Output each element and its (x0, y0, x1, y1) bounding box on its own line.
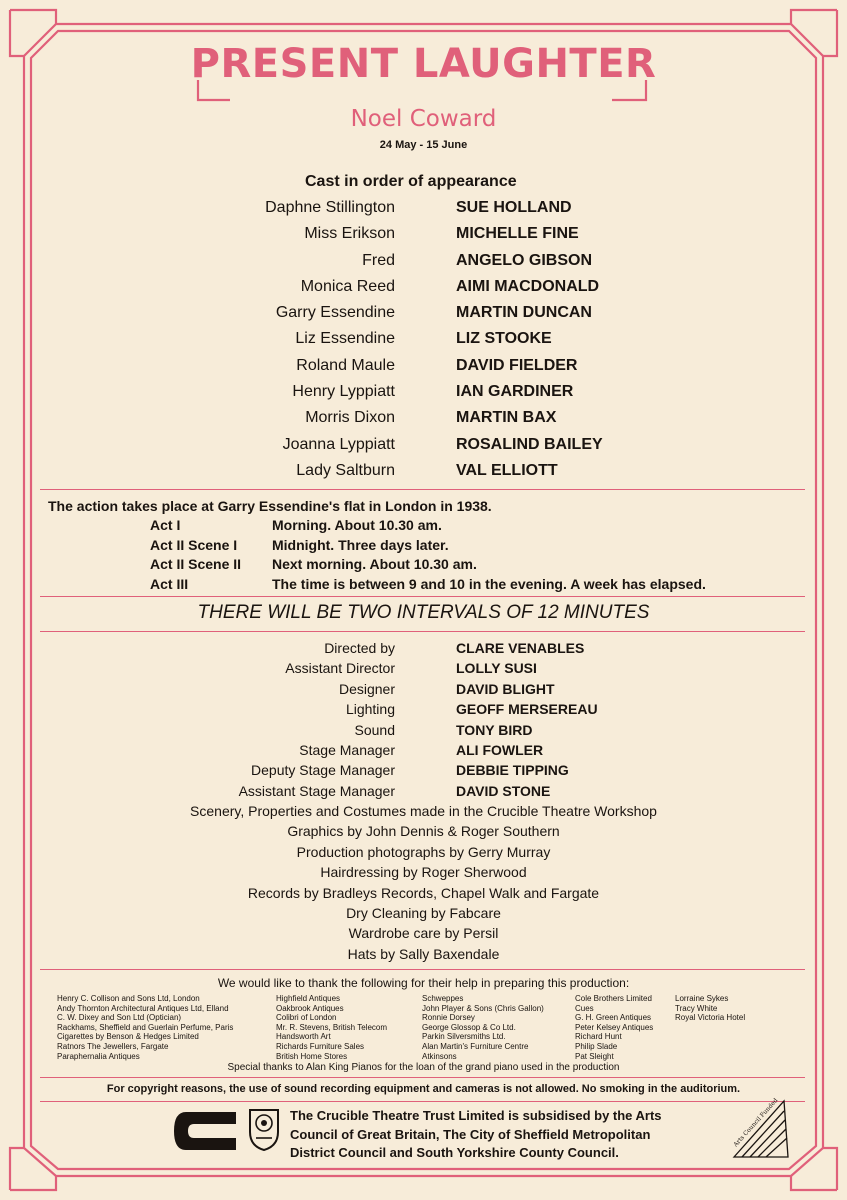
thanks-column (276, 994, 387, 1061)
cast-actor: AIMI MACDONALD (456, 277, 600, 295)
cast-row (0, 276, 847, 302)
divider (40, 596, 805, 597)
crew-row (0, 742, 847, 762)
cast-role: Roland Maule (296, 356, 395, 374)
act-desc: The time is between 9 and 10 in the evening. A week has elapsed. (272, 575, 706, 592)
cast-role: Fred (362, 251, 395, 269)
thanks-heading: We would like to thank the following for their help in preparing this production: (217, 976, 630, 990)
thanks-entry: Philip Slade (575, 1041, 618, 1051)
crew-row (0, 701, 847, 721)
crew-role: Stage Manager (299, 741, 395, 758)
thanks-entry: Pat Sleight (575, 1051, 614, 1061)
cast-role: Henry Lyppiatt (292, 383, 395, 401)
cast-actor: SUE HOLLAND (456, 199, 572, 216)
subsidy-line: District Council and South Yorkshire County Council. (290, 1145, 619, 1160)
credit-note: Hairdressing by Roger Sherwood (320, 864, 527, 881)
cast-actor: ROSALIND BAILEY (456, 435, 603, 453)
credit-note: Graphics by John Dennis & Roger Southern (287, 823, 560, 840)
credit-note: Production photographs by Gerry Murray (296, 843, 551, 860)
thanks-entry: George Glossop & Co Ltd. (422, 1022, 516, 1032)
thanks-entry: G. H. Green Antiques (575, 1013, 652, 1023)
thanks-entry: Handsworth Art (276, 1032, 331, 1042)
act-name: Act III (150, 575, 189, 592)
thanks-entry: Cole Brothers Limited (575, 994, 652, 1003)
thanks-entry: Tracy White (675, 1003, 718, 1013)
crew-name: DAVID STONE (456, 782, 551, 799)
thanks-column (575, 994, 653, 1061)
cast-actor: ANGELO GIBSON (456, 251, 593, 269)
thanks-column (422, 994, 544, 1061)
thanks-entry: Ratnors The Jewellers, Fargate (57, 1041, 169, 1051)
thanks-entry: Cigarettes by Benson & Hedges Limited (57, 1032, 199, 1042)
cast-row (0, 355, 847, 381)
act-name: Act II Scene II (150, 556, 242, 572)
crew-name: DAVID BLIGHT (456, 680, 555, 697)
crew-row (0, 640, 847, 660)
cast-actor: VAL ELLIOTT (456, 461, 558, 479)
divider (40, 489, 805, 490)
cast-actor: MICHELLE FINE (456, 225, 579, 243)
cast-role: Monica Reed (300, 277, 395, 295)
crucible-logo-icon (172, 1108, 240, 1154)
cast-role: Morris Dixon (305, 409, 395, 427)
cast-row (0, 328, 847, 354)
thanks-entry: Alan Martin's Furniture Centre (422, 1041, 529, 1051)
cast-actor: IAN GARDINER (456, 383, 574, 401)
crew-name: TONY BIRD (456, 721, 533, 738)
cast-row (0, 302, 847, 328)
thanks-entry: John Player & Sons (Chris Gallon) (422, 1003, 544, 1013)
cast-list (0, 197, 847, 486)
thanks-entry: Richards Furniture Sales (276, 1041, 365, 1051)
thanks-entry: Parkin Silversmiths Ltd. (422, 1032, 506, 1042)
credit-note: Wardrobe care by Persil (348, 925, 499, 942)
subsidy-line: The Crucible Theatre Trust Limited is subsidised by the Arts (290, 1108, 662, 1123)
setting-text: The action takes place at Garry Essendine's flat in London in 1938. (48, 498, 492, 514)
credit-note: Dry Cleaning by Fabcare (346, 904, 501, 921)
crew-name: ALI FOWLER (456, 741, 544, 758)
cast-role: Daphne Stillington (265, 199, 395, 216)
thanks-entry: Colibri of London (276, 1013, 337, 1023)
special-thanks: Special thanks to Alan King Pianos for the loan of the grand piano used in the production (227, 1062, 620, 1073)
thanks-entry: Royal Victoria Hotel (675, 1013, 746, 1023)
thanks-entry: Highfield Antiques (276, 994, 341, 1003)
crew-role: Directed by (324, 640, 395, 656)
cast-role: Liz Essendine (295, 330, 395, 348)
crew-name: CLARE VENABLES (456, 640, 585, 656)
thanks-entry: C. W. Dixey and Son Ltd (Optician) (57, 1013, 182, 1023)
cast-row (0, 381, 847, 407)
thanks-entry: Paraphernalia Antiques (57, 1051, 140, 1061)
thanks-entry: Henry C. Collison and Sons Ltd, London (57, 994, 200, 1003)
cast-actor: MARTIN DUNCAN (456, 304, 592, 322)
credit-note: Hats by Sally Baxendale (347, 945, 500, 962)
cast-row (0, 407, 847, 433)
crew-row (0, 762, 847, 782)
cast-role: Joanna Lyppiatt (282, 435, 395, 453)
divider (40, 1077, 805, 1078)
cast-actor: LIZ STOOKE (456, 330, 552, 348)
run-dates: 24 May - 15 June (379, 139, 468, 151)
crew-role: Designer (338, 680, 395, 697)
cast-actor: DAVID FIELDER (456, 356, 578, 374)
act-name: Act I (150, 517, 181, 533)
crew-name: GEOFF MERSEREAU (456, 701, 598, 718)
arts-council-logo-icon (728, 1093, 792, 1163)
cast-row (0, 197, 847, 223)
divider (40, 1101, 805, 1102)
crew-role: Sound (354, 721, 395, 738)
subsidy-line: Council of Great Britain, The City of Sheffield Metropolitan (290, 1126, 651, 1142)
cast-role: Miss Erikson (304, 225, 395, 243)
arts-council-logo-label: Arts Council Funded (732, 1097, 780, 1149)
crew-row (0, 681, 847, 701)
cast-role: Lady Saltburn (296, 461, 395, 479)
crew-list (0, 640, 847, 803)
crew-name: DEBBIE TIPPING (456, 762, 569, 779)
credit-notes (0, 803, 847, 966)
act-desc: Midnight. Three days later. (272, 536, 449, 553)
credit-note: Scenery, Properties and Costumes made in the Crucible Theatre Workshop (190, 803, 657, 819)
thanks-entry: Mr. R. Stevens, British Telecom (276, 1022, 387, 1032)
act-desc: Morning. About 10.30 am. (272, 517, 442, 533)
thanks-entry: Schweppes (422, 994, 464, 1003)
cast-heading: Cast in order of appearance (305, 173, 517, 190)
thanks-entry: Lorraine Sykes (675, 994, 729, 1003)
cast-row (0, 250, 847, 276)
thanks-entry: Oakbrook Antiques (276, 1003, 344, 1013)
crew-role: Lighting (345, 701, 395, 718)
thanks-entry: Rackhams, Sheffield and Guerlain Perfume, Paris (57, 1022, 234, 1032)
crew-row (0, 722, 847, 742)
crew-name: LOLLY SUSI (456, 660, 537, 677)
copyright-notice: For copyright reasons, the use of sound recording equipment and cameras is not allowed. No smoking in the auditorium. (106, 1083, 741, 1095)
cast-actor: MARTIN BAX (456, 409, 557, 427)
thanks-column (57, 994, 233, 1061)
thanks-entry: British Home Stores (276, 1051, 348, 1061)
intervals-notice: THERE WILL BE TWO INTERVALS OF 12 MINUTES (197, 602, 650, 623)
cast-row (0, 223, 847, 249)
thanks-entry: Andy Thornton Architectural Antiques Ltd, Elland (57, 1003, 229, 1013)
sheffield-crest-icon (246, 1106, 282, 1152)
play-author: Noel Coward (350, 106, 497, 132)
cast-row (0, 460, 847, 486)
crew-row (0, 660, 847, 680)
thanks-entry: Atkinsons (422, 1051, 457, 1061)
act-name: Act II Scene I (150, 536, 238, 553)
act-desc: Next morning. About 10.30 am. (272, 556, 477, 572)
play-title: PRESENT LAUGHTER (190, 41, 657, 87)
thanks-entry: Cues (575, 1003, 594, 1013)
crew-row (0, 783, 847, 803)
crew-role: Deputy Stage Manager (251, 762, 395, 779)
thanks-entry: Richard Hunt (575, 1032, 622, 1042)
crew-role: Assistant Director (285, 660, 395, 677)
cast-row (0, 434, 847, 460)
credit-note: Records by Bradleys Records, Chapel Walk and Fargate (247, 884, 600, 901)
thanks-entry: Ronnie Dorsey (422, 1013, 475, 1023)
thanks-column (675, 994, 745, 1023)
divider (40, 631, 805, 632)
crew-role: Assistant Stage Manager (238, 782, 395, 799)
divider (40, 969, 805, 970)
thanks-entry: Peter Kelsey Antiques (575, 1022, 654, 1032)
cast-role: Garry Essendine (275, 304, 395, 322)
subsidy-statement (290, 1107, 662, 1163)
